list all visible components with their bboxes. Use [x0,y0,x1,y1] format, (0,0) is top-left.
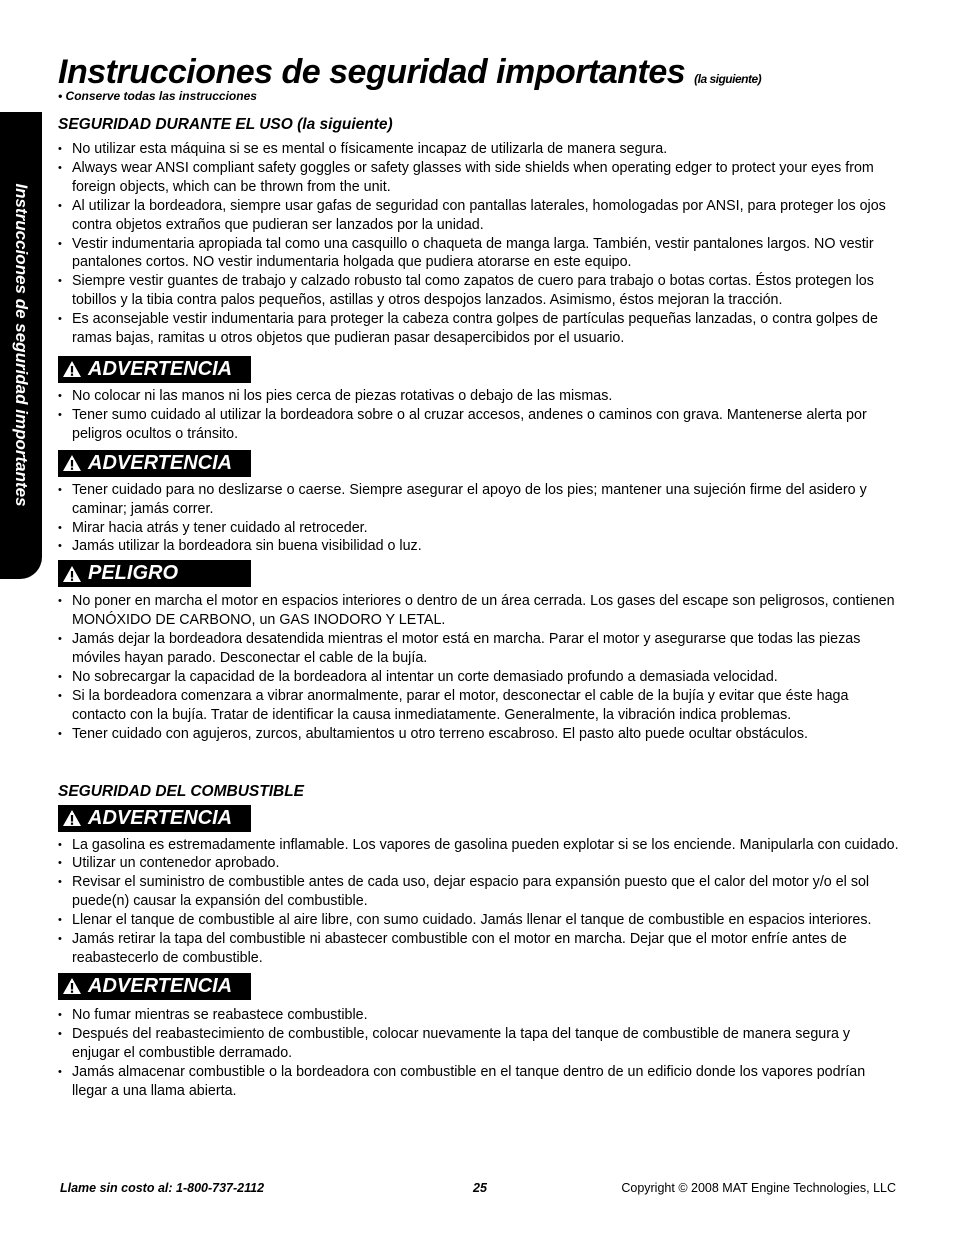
bullet-list [58,836,900,968]
bullet-list [58,481,900,557]
bullet-list [58,1006,900,1101]
list-item: • Tener cuidado para no deslizarse o caerse. Siempre asegurar el apoyo de los pies; mantener una sujeción firme del asidero y caminar; jamás correr. [58,481,900,519]
bullet-list [58,140,900,348]
page-title-suffix: (la siguiente) [694,72,762,86]
list-item: • Revisar el suministro de combustible antes de cada uso, dejar espacio para expansión puesto que el calor del motor y/o el sol puede(n) causar la expansión del combustible. [58,873,900,911]
bullet-list [58,592,900,743]
warning-triangle-icon [62,565,82,583]
list-item: • Tener sumo cuidado al utilizar la bordeadora sobre o al cruzar accesos, andenes o caminos con grava. Mantenerse alerta por peligros ocultos o tránsito. [58,406,900,444]
list-item: • No colocar ni las manos ni los pies cerca de piezas rotativas o debajo de las mismas. [58,387,900,406]
hazard-banner [58,450,251,477]
hazard-banner-label: ADVERTENCIA [88,451,233,474]
list-item: • La gasolina es estremadamente inflamable. Los vapores de gasolina pueden explotar si se los enciende. Manipularla con cuidado. [58,836,900,855]
list-item: • No fumar mientras se reabastece combustible. [58,1006,900,1025]
hazard-banner [58,356,251,383]
side-tab-label: Instrucciones de seguridad importantes [12,183,31,507]
list-item: • Tener cuidado con agujeros, zurcos, abultamientos u otro terreno escabroso. El pasto alto puede ocultar obstáculos. [58,725,900,744]
page-footer [58,1179,896,1197]
list-item: • Jamás utilizar la bordeadora sin buena visibilidad o luz. [58,537,900,556]
hazard-banner [58,973,251,1000]
list-item: • Al utilizar la bordeadora, siempre usar gafas de seguridad con pantallas laterales, homologadas por ANSI, para proteger los ojos contra objetos extraños que pudieran ser lanzados por la unidad. [58,197,900,235]
keep-instructions-note: • Conserve todas las instrucciones [58,89,257,103]
page-content [58,115,900,1100]
section-heading: SEGURIDAD DEL COMBUSTIBLE [58,782,305,800]
list-item: • Si la bordeadora comenzara a vibrar anormalmente, parar el motor, desconectar el cable de la bujía y evitar que éste haga contacto con la bujía. Tratar de identificar la causa inmediatamente. Generalmente, la vibración indica problemas. [58,687,900,725]
list-item: • Es aconsejable vestir indumentaria para proteger la cabeza contra golpes de partículas pequeñas lanzadas, o contra golpes de ramas bajas, ramitas u otros objetos que pudieran pasar desapercibidos por el usuario. [58,310,900,348]
warning-triangle-icon [62,454,82,472]
list-item: • Jamás almacenar combustible o la bordeadora con combustible en el tanque dentro de un edificio donde los vapores podrían llegar a una llama abierta. [58,1063,900,1101]
hazard-banner [58,560,251,587]
hazard-banner-label: ADVERTENCIA [88,806,233,829]
page-title-text: Instrucciones de seguridad importantes [58,53,686,91]
footer-page-number: 25 [473,1181,487,1195]
list-item: • Llenar el tanque de combustible al aire libre, con sumo cuidado. Jamás llenar el tanque de combustible en espacios interiores. [58,911,900,930]
warning-triangle-icon [62,809,82,827]
bullet-list [58,387,900,444]
hazard-banner-label: ADVERTENCIA [88,357,233,380]
list-item: • Vestir indumentaria apropiada tal como una casquillo o chaqueta de manga larga. También, vestir pantalones largos. NO vestir pantalones cortos. NO vestir indumentaria holgada que pudiera atorarse en este equipo. [58,235,900,273]
list-item: • No utilizar esta máquina si se es mental o físicamente incapaz de utilizarla de manera segura. [58,140,900,159]
warning-triangle-icon [62,977,82,995]
warning-triangle-icon [62,360,82,378]
list-item: • Jamás dejar la bordeadora desatendida mientras el motor está en marcha. Parar el motor y asegurarse que todas las piezas móviles hayan parado. Desconectar el cable de la bujía. [58,630,900,668]
list-item: • Always wear ANSI compliant safety goggles or safety glasses with side shields when operating edger to protect your eyes from foreign objects, which can be thrown from the unit. [58,159,900,197]
list-item: • Después del reabastecimiento de combustible, colocar nuevamente la tapa del tanque de combustible de manera segura y enjugar el combustible derramado. [58,1025,900,1063]
list-item: • Jamás retirar la tapa del combustible ni abastecer combustible con el motor en marcha. Dejar que el motor enfríe antes de reabastecerlo de combustible. [58,930,900,968]
hazard-banner-label: ADVERTENCIA [88,974,233,997]
hazard-banner [58,805,251,832]
list-item: • Siempre vestir guantes de trabajo y calzado robusto tal como zapatos de cuero para trabajo o botas cortas. Éstos protegen los tobillos y la tibia contra palos pequeños, astillas y otros despojos lanzados. Asimismo, éstos mejoran la tracción. [58,272,900,310]
section-heading: SEGURIDAD DURANTE EL USO (la siguiente) [58,116,393,133]
hazard-banner-label: PELIGRO [88,562,179,585]
footer-copyright: Copyright © 2008 MAT Engine Technologies, LLC [621,1181,896,1195]
list-item: • Utilizar un contenedor aprobado. [58,854,900,873]
list-item: • No poner en marcha el motor en espacios interiores o dentro de un área cerrada. Los gases del escape son peligrosos, contienen MONÓXIDO DE CARBONO, un GAS INODORO Y LETAL. [58,592,900,630]
list-item: • No sobrecargar la capacidad de la bordeadora al intentar un corte demasiado profundo a demasiada velocidad. [58,668,900,687]
list-item: • Mirar hacia atrás y tener cuidado al retroceder. [58,519,900,538]
footer-phone: Llame sin costo al: 1-800-737-2112 [60,1181,265,1195]
